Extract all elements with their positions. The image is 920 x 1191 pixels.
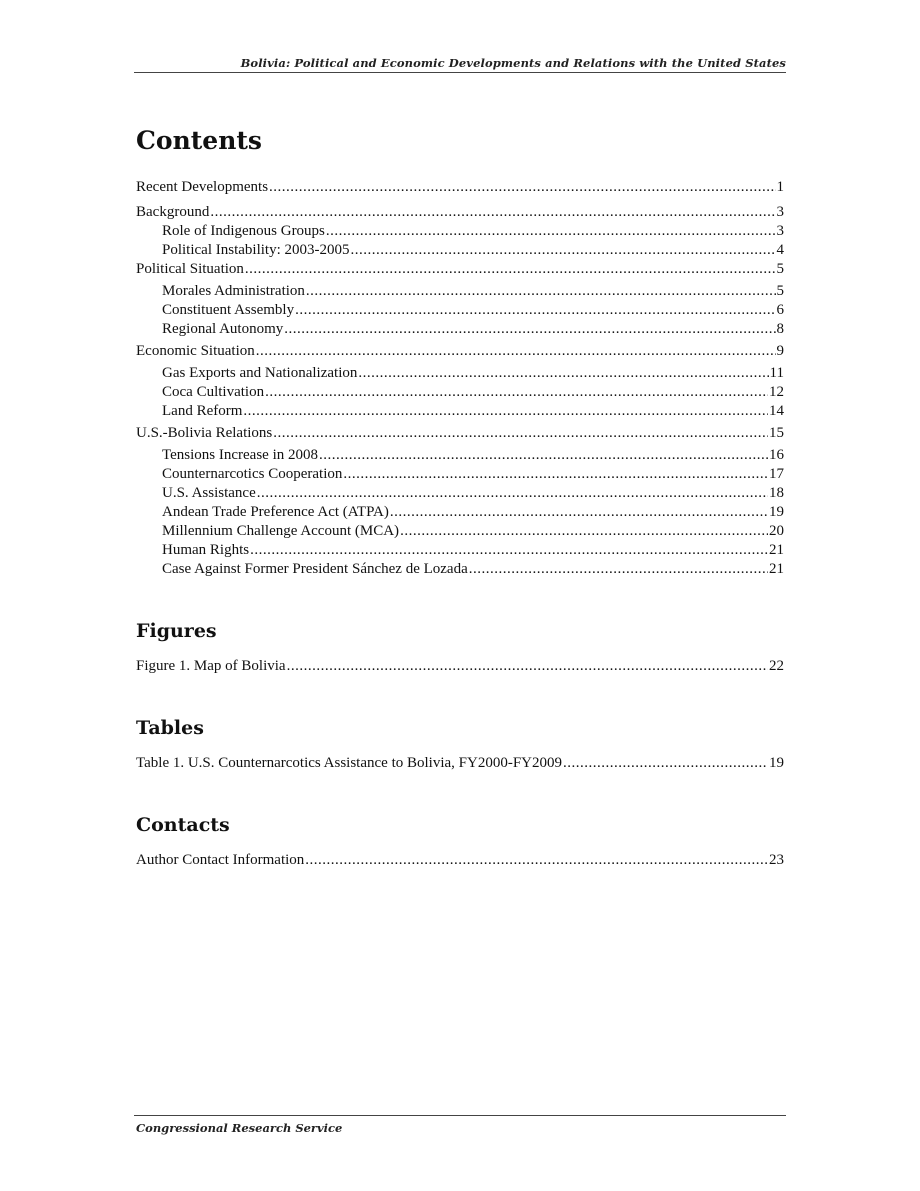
toc-entry-label: Morales Administration bbox=[162, 283, 305, 299]
running-header: Bolivia: Political and Economic Developments and Relations with the United States bbox=[240, 56, 786, 70]
dot-leader bbox=[265, 383, 768, 402]
toc-entry-page: 15 bbox=[769, 425, 784, 441]
toc-entry-label: Regional Autonomy bbox=[162, 321, 284, 337]
toc-entry[interactable] bbox=[136, 402, 784, 421]
toc-entry[interactable] bbox=[136, 541, 784, 560]
toc-entry-label: U.S.-Bolivia Relations bbox=[136, 425, 273, 441]
contacts-heading: Contacts bbox=[136, 814, 230, 836]
table-entry-page: 19 bbox=[769, 755, 784, 771]
toc-entry[interactable] bbox=[136, 364, 784, 383]
dot-leader bbox=[256, 342, 776, 361]
toc-entry-label: Tensions Increase in 2008 bbox=[162, 447, 318, 463]
toc-entry-page: 9 bbox=[776, 343, 784, 359]
toc-entry[interactable] bbox=[136, 465, 784, 484]
contacts-list bbox=[136, 851, 784, 870]
tables-heading: Tables bbox=[136, 717, 204, 739]
dot-leader bbox=[245, 260, 776, 279]
dot-leader bbox=[326, 222, 776, 241]
contacts-section bbox=[136, 811, 784, 870]
dot-leader bbox=[273, 424, 768, 443]
toc-entry-page: 16 bbox=[769, 447, 784, 463]
toc-entry-label: Recent Developments bbox=[136, 179, 269, 195]
toc-entry-page: 19 bbox=[769, 504, 784, 520]
toc-entry-label: Economic Situation bbox=[136, 343, 255, 359]
toc-entry[interactable] bbox=[136, 301, 784, 320]
figures-list bbox=[136, 657, 784, 676]
dot-leader bbox=[390, 503, 768, 522]
toc-entry-page: 6 bbox=[776, 302, 784, 318]
toc-entry[interactable] bbox=[136, 446, 784, 465]
toc-entry-page: 1 bbox=[776, 179, 784, 195]
toc-entry-page: 3 bbox=[776, 204, 784, 220]
toc-entry-label: Human Rights bbox=[162, 542, 250, 558]
footer-rule bbox=[134, 1115, 786, 1116]
toc-entry-page: 5 bbox=[776, 261, 784, 277]
dot-leader bbox=[306, 282, 776, 301]
header-rule bbox=[134, 72, 786, 73]
figure-entry-label: Figure 1. Map of Bolivia bbox=[136, 658, 286, 674]
toc-entry[interactable] bbox=[136, 178, 784, 197]
toc-entry-label: Political Instability: 2003-2005 bbox=[162, 242, 350, 258]
contents-list bbox=[136, 178, 784, 579]
tables-list bbox=[136, 754, 784, 773]
contact-entry-label: Author Contact Information bbox=[136, 852, 305, 868]
figure-entry-page: 22 bbox=[769, 658, 784, 674]
running-footer: Congressional Research Service bbox=[136, 1121, 343, 1135]
toc-entry-label: Coca Cultivation bbox=[162, 384, 265, 400]
toc-entry-label: Political Situation bbox=[136, 261, 244, 277]
dot-leader bbox=[305, 851, 768, 870]
figures-heading: Figures bbox=[136, 620, 217, 642]
toc-entry[interactable] bbox=[136, 560, 784, 579]
toc-content bbox=[136, 124, 784, 870]
tables-section bbox=[136, 714, 784, 773]
toc-entry-page: 21 bbox=[769, 542, 784, 558]
dot-leader bbox=[287, 657, 768, 676]
toc-entry[interactable] bbox=[136, 383, 784, 402]
toc-entry-label: Case Against Former President Sánchez de Lozada bbox=[162, 561, 468, 577]
dot-leader bbox=[563, 754, 768, 773]
figures-section bbox=[136, 617, 784, 676]
contact-entry-page: 23 bbox=[769, 852, 784, 868]
dot-leader bbox=[257, 484, 768, 503]
dot-leader bbox=[284, 320, 775, 339]
toc-entry-label: Counternarcotics Cooperation bbox=[162, 466, 343, 482]
toc-entry-label: U.S. Assistance bbox=[162, 485, 256, 501]
toc-entry[interactable] bbox=[136, 484, 784, 503]
dot-leader bbox=[358, 364, 768, 383]
toc-entry-label: Constituent Assembly bbox=[162, 302, 295, 318]
toc-entry[interactable] bbox=[136, 424, 784, 443]
dot-leader bbox=[210, 203, 775, 222]
dot-leader bbox=[400, 522, 768, 541]
toc-entry[interactable] bbox=[136, 282, 784, 301]
toc-entry-label: Andean Trade Preference Act (ATPA) bbox=[162, 504, 389, 520]
toc-entry-page: 11 bbox=[769, 365, 784, 381]
toc-entry-page: 14 bbox=[769, 403, 784, 419]
contact-entry[interactable] bbox=[136, 851, 784, 870]
toc-entry[interactable] bbox=[136, 222, 784, 241]
toc-entry-page: 12 bbox=[769, 384, 784, 400]
toc-entry-label: Role of Indigenous Groups bbox=[162, 223, 325, 239]
toc-entry[interactable] bbox=[136, 320, 784, 339]
table-entry[interactable] bbox=[136, 754, 784, 773]
toc-entry-page: 17 bbox=[769, 466, 784, 482]
toc-entry-page: 4 bbox=[776, 242, 784, 258]
toc-entry-page: 20 bbox=[769, 523, 784, 539]
dot-leader bbox=[269, 178, 775, 197]
toc-entry-label: Millennium Challenge Account (MCA) bbox=[162, 523, 400, 539]
toc-entry-label: Land Reform bbox=[162, 403, 243, 419]
toc-entry[interactable] bbox=[136, 503, 784, 522]
toc-entry[interactable] bbox=[136, 260, 784, 279]
toc-entry-page: 5 bbox=[776, 283, 784, 299]
dot-leader bbox=[243, 402, 768, 421]
toc-entry-page: 3 bbox=[776, 223, 784, 239]
contents-heading: Contents bbox=[136, 126, 263, 155]
table-entry-label: Table 1. U.S. Counternarcotics Assistance to Bolivia, FY2000-FY2009 bbox=[136, 755, 562, 771]
dot-leader bbox=[250, 541, 768, 560]
figure-entry[interactable] bbox=[136, 657, 784, 676]
toc-entry[interactable] bbox=[136, 241, 784, 260]
dot-leader bbox=[469, 560, 768, 579]
toc-entry[interactable] bbox=[136, 342, 784, 361]
toc-entry-page: 8 bbox=[776, 321, 784, 337]
dot-leader bbox=[343, 465, 768, 484]
dot-leader bbox=[295, 301, 775, 320]
toc-entry-page: 18 bbox=[769, 485, 784, 501]
dot-leader bbox=[319, 446, 768, 465]
toc-entry[interactable] bbox=[136, 203, 784, 222]
toc-entry[interactable] bbox=[136, 522, 784, 541]
toc-entry-label: Background bbox=[136, 204, 210, 220]
dot-leader bbox=[351, 241, 776, 260]
toc-entry-label: Gas Exports and Nationalization bbox=[162, 365, 358, 381]
toc-entry-page: 21 bbox=[769, 561, 784, 577]
